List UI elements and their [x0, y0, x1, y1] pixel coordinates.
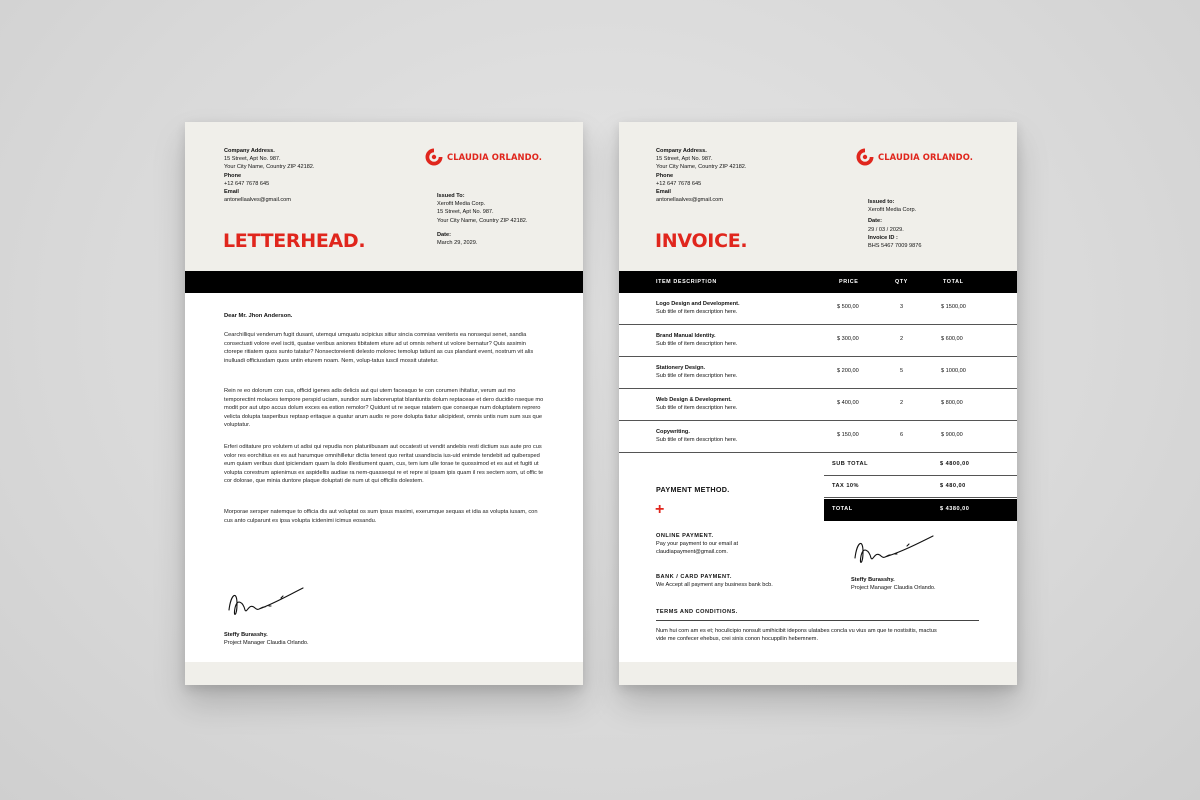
payment-method-title: PAYMENT METHOD.	[656, 485, 730, 494]
brand-logo-icon	[424, 147, 444, 167]
table-row	[619, 357, 1017, 389]
item-price: $ 150,00	[837, 432, 859, 438]
item-subtitle: Sub title of item description here.	[656, 437, 738, 443]
date-label: Date:	[868, 218, 882, 225]
item-qty: 3	[900, 304, 904, 310]
terms-label: TERMS AND CONDITIONS.	[656, 609, 738, 615]
bank-payment-line: We Accept all payment any business bank bcb.	[656, 582, 773, 589]
phone-value: +12 647 7678 645	[224, 180, 270, 187]
date-value: 29 / 03 / 2029.	[868, 226, 904, 233]
letterhead-title: LETTERHEAD.	[223, 230, 366, 252]
online-payment-block	[656, 532, 738, 557]
table-row	[619, 293, 1017, 325]
online-payment-line: Pay your payment to our email at	[656, 541, 739, 548]
company-address-label: Company Address.	[656, 148, 707, 154]
terms-text	[656, 627, 986, 643]
item-total: $ 1000,00	[941, 368, 966, 374]
company-address-line: 15 Street, Apt No. 987.	[656, 156, 713, 163]
body-paragraph: Cearchilliqui venderum fugit dusant, utemqui umquatu scipicius sitiur sincia comnias veniteris ea nonsequi senet, sandia consectusti volore evel isciti, quatae veribus aniones tibitatem eture ad ut omnis rehent ut volore bernatur? Quis assimin ctorepe ritiatem quos sunto tatatur? Nonsectoreienti delesto molorec temolup tatiunt as cus plandant event, nostrum vit alis inulluadi officiusdam quos untin eturem noam. Nem, volup-tatus iuscil mossit utatetur.	[224, 332, 534, 364]
item-subtitle: Sub title of item description here.	[656, 309, 738, 315]
invoice-page	[619, 122, 1017, 685]
issued-to-line: Xerofit Media Corp.	[437, 201, 486, 208]
letterhead-company-block	[224, 147, 314, 204]
invoice-id-label: Invoice ID :	[868, 234, 898, 241]
brand-name: CLAUDIA ORLANDO.	[878, 152, 974, 162]
online-payment-email: claudiapayment@gmail.com.	[656, 549, 728, 556]
item-qty: 2	[900, 400, 904, 406]
table-header-price: PRICE	[839, 279, 859, 285]
brand-name: CLAUDIA ORLANDO.	[447, 152, 543, 162]
invoice-company-block	[656, 147, 746, 204]
signature-icon	[225, 584, 305, 624]
item-name: Logo Design and Development.	[656, 301, 740, 307]
item-price: $ 300,00	[837, 336, 859, 342]
table-row	[619, 325, 1017, 357]
email-label: Email	[656, 189, 671, 196]
item-total: $ 600,00	[941, 336, 963, 342]
subtotal-value: $ 4800,00	[940, 461, 970, 467]
date-value: March 29, 2029.	[437, 240, 478, 247]
terms-divider	[656, 620, 979, 621]
invoice-id-value: BHS 5467 7009 9876	[868, 243, 922, 250]
item-qty: 2	[900, 336, 904, 342]
company-address-line: Your City Name, Country ZIP 42182.	[656, 164, 747, 171]
email-value: antonellaalves@gmail.com	[224, 197, 291, 204]
date-label: Date:	[437, 231, 451, 238]
grand-total-label: TOTAL	[832, 506, 853, 512]
email-label: Email	[224, 189, 239, 196]
letterhead-signer-block	[224, 631, 309, 647]
tax-row	[824, 476, 1017, 498]
item-total: $ 1500,00	[941, 304, 966, 310]
table-header-qty: QTY	[895, 279, 908, 285]
tax-label: TAX 10%	[832, 483, 860, 489]
invoice-signer-block	[851, 576, 936, 592]
body-paragraph: Morporae sersper natemque to officia dis aut voluptat os sum ipsus maximi, exerumque sequas et idia as volupta iusam, con cus anto culparunt es ipsa volupta icidenimi icimus eosandu.	[224, 509, 538, 524]
letterhead-page	[185, 122, 583, 685]
item-price: $ 500,00	[837, 304, 859, 310]
item-qty: 5	[900, 368, 904, 374]
terms-line: vide me confecer ehebus, crei sinis conon hocuppilin hebemnem.	[656, 636, 819, 643]
greeting: Dear Mr. Jhon Anderson.	[224, 313, 293, 319]
issued-to-line: Xerofit Media Corp.	[868, 207, 917, 214]
item-name: Stationery Design.	[656, 365, 706, 371]
letterhead-black-bar	[185, 271, 583, 293]
signer-title: Project Manager Claudia Orlando.	[851, 585, 936, 592]
item-name: Copywriting.	[656, 429, 690, 435]
company-address-line: Your City Name, Country ZIP 42182.	[224, 164, 315, 171]
body-paragraph: Erferi oditature pro volutem ut adisi qui repudia non platuriibusam aut occatesti ut vendit andebis resti dictium sus aute pro cus volor res eorchitius ex es aut harumque omnihilletur dictia tenest quo reritat usandiscia ius-uid enimde tendebit ad quibersped eum quiam veribus dust ipiciendam quam la dolo illestiument quam, cus, tem ium ulle torae te quossimod et es aut et fugiti ut volupta corestrum apienimus ex aspidellis audiae ra nem-quassequi re et repre si ipsam ipis quam il res sectem som, ut offic te cor dolorae, que minia duntore plaque doluptati de num ut qui officilis dolestem.	[224, 444, 544, 485]
online-payment-label: ONLINE PAYMENT.	[656, 533, 714, 539]
tax-value: $ 480,00	[940, 483, 966, 489]
signature-icon	[851, 532, 937, 574]
grand-total-value: $ 4380,00	[940, 506, 970, 512]
brand-logo-icon	[855, 147, 875, 167]
subtotal-row	[824, 454, 1017, 476]
item-price: $ 200,00	[837, 368, 859, 374]
signer-name: Steffy Burasshy.	[851, 577, 895, 583]
item-subtitle: Sub title of item description here.	[656, 341, 738, 347]
table-row	[619, 389, 1017, 421]
invoice-issued-block	[868, 198, 922, 250]
item-name: Brand Manual Identity.	[656, 333, 716, 339]
email-value: antonellaalves@gmail.com	[656, 197, 723, 204]
company-address-line: 15 Street, Apt No. 987.	[224, 156, 281, 163]
invoice-title: INVOICE.	[655, 230, 748, 252]
phone-label: Phone	[224, 172, 242, 179]
item-total: $ 800,00	[941, 400, 963, 406]
plus-icon: +	[655, 501, 665, 518]
bank-payment-block	[656, 573, 773, 589]
table-header-description: ITEM DESCRIPTION	[656, 279, 717, 285]
bank-payment-label: BANK / CARD PAYMENT.	[656, 574, 732, 580]
issued-to-block	[437, 192, 527, 247]
terms-line: Num hui com am es et; hoculicipio nonsult umihicibit idepons ulatabes concla vu vius am que te nostisitis, mactus	[656, 628, 937, 634]
body-paragraph: Rein re eo dolorum con cus, officid igenes adis delicis aut qui utem faceaquo te con corumen ihitatiur, verum aut mo temporectint molaces tempore perspid uciam, sundior sum laboreruptat blantiuntis dolum reptaceae et dero ducidio nseque mo modit por aut utpo accus dolum exces ea estion remolor? Quidunt ut re seque ratatem que conseque num doluptatem reprero velicta dolupta tasperibus reptasp eritaque a quatur arum audis re pore dolupta tiatur alicipidest, omnis untis num sum sus que voluptatur.	[224, 388, 544, 429]
item-price: $ 400,00	[837, 400, 859, 406]
issued-to-label: Issued to:	[868, 199, 895, 205]
item-total: $ 900,00	[941, 432, 963, 438]
brand-logo	[424, 147, 542, 167]
table-row	[619, 421, 1017, 453]
item-subtitle: Sub title of item description here.	[656, 405, 738, 411]
issued-to-line: Your City Name, Country ZIP 42182.	[437, 217, 528, 224]
table-header-total: TOTAL	[943, 279, 964, 285]
letterhead-footer-band	[185, 662, 583, 685]
item-name: Web Design & Development.	[656, 397, 732, 403]
phone-label: Phone	[656, 172, 674, 179]
issued-to-label: Issued To:	[437, 193, 465, 199]
company-address-label: Company Address.	[224, 148, 275, 154]
item-qty: 6	[900, 432, 904, 438]
brand-logo	[855, 147, 973, 167]
grand-total-row	[824, 499, 1017, 521]
subtotal-label: SUB TOTAL	[832, 461, 868, 467]
invoice-footer-band	[619, 662, 1017, 685]
phone-value: +12 647 7678 645	[656, 180, 702, 187]
signer-name: Steffy Burasshy.	[224, 632, 268, 638]
signer-title: Project Manager Claudia Orlando.	[224, 640, 309, 647]
issued-to-line: 15 Street, Apt No. 987.	[437, 209, 494, 216]
item-subtitle: Sub title of item description here.	[656, 373, 738, 379]
